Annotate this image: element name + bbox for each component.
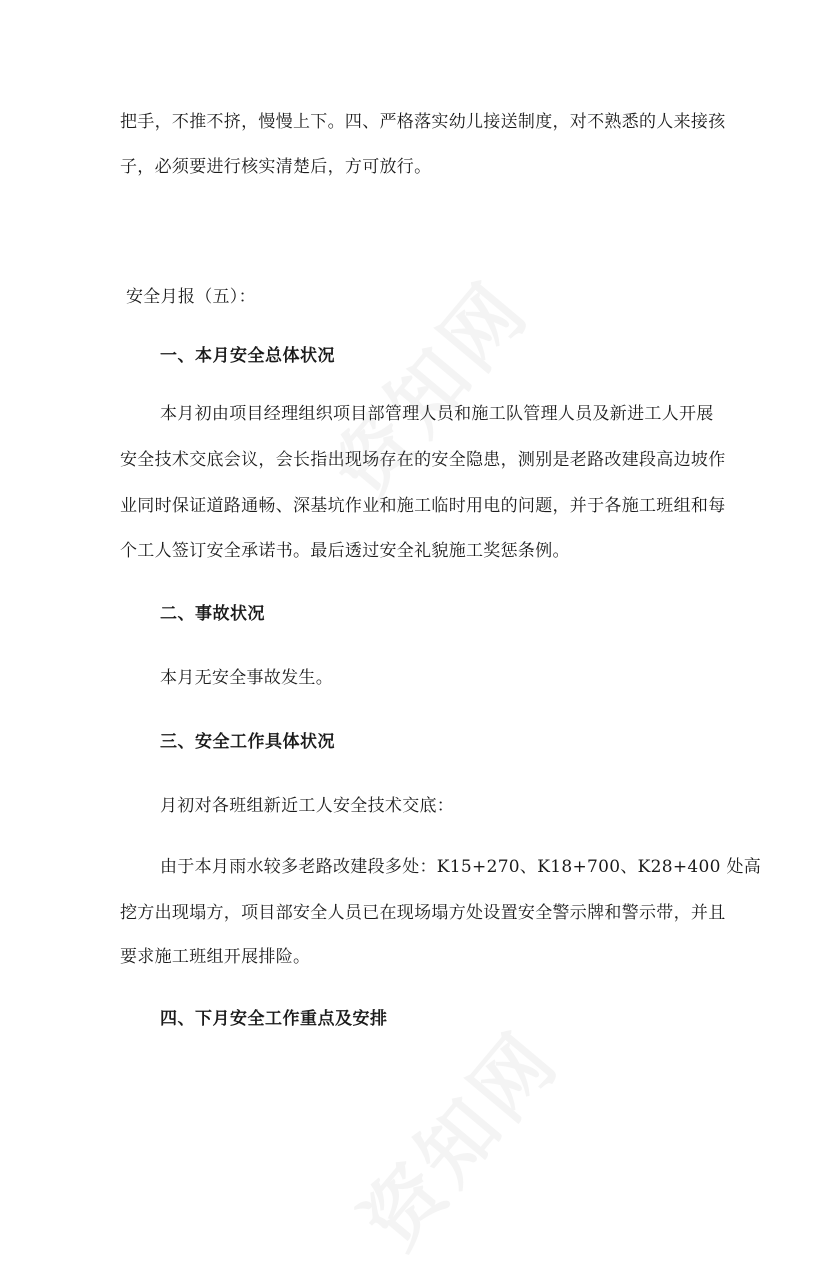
watermark — [332, 1003, 580, 1268]
body-text-line: 安全技术交底会议，会长指出现场存在的安全隐患，测别是老路改建段高边坡作 — [120, 450, 726, 470]
section-heading-4: 四、下月安全工作重点及安排 — [160, 1009, 388, 1029]
section-heading-3: 三、安全工作具体状况 — [160, 732, 335, 752]
section-heading-1: 一、本月安全总体状况 — [160, 346, 335, 366]
report-title: 安全月报（五）： — [126, 287, 256, 307]
body-text-line: 把手，不推不挤，慢慢上下。四、严格落实幼儿接送制度，对不熟悉的人来接孩 — [120, 112, 726, 132]
body-text-line: 月初对各班组新近工人安全技术交底： — [160, 796, 455, 816]
section-heading-2: 二、事故状况 — [160, 604, 265, 624]
body-text-line: 本月无安全事故发生。 — [160, 668, 333, 688]
watermark — [302, 253, 550, 518]
body-text-line: 业同时保证道路通畅、深基坑作业和施工临时用电的问题，并于各施工班组和每 — [120, 496, 726, 516]
body-text-line: 挖方出现塌方，项目部安全人员已在现场塌方处设置安全警示牌和警示带，并且 — [120, 903, 726, 923]
body-text-line: 本月初由项目经理组织项目部管理人员和施工队管理人员及新进工人开展 — [160, 404, 714, 424]
body-text-line: 子，必须要进行核实清楚后，方可放行。 — [120, 157, 432, 177]
body-text-line: 个工人签订安全承诺书。最后透过安全礼貌施工奖惩条例。 — [120, 541, 570, 561]
body-text-line: 由于本月雨水较多老路改建段多处：K15+270、K18+700、K28+400 处高 — [160, 857, 762, 877]
body-text-line: 要求施工班组开展排险。 — [120, 947, 311, 967]
